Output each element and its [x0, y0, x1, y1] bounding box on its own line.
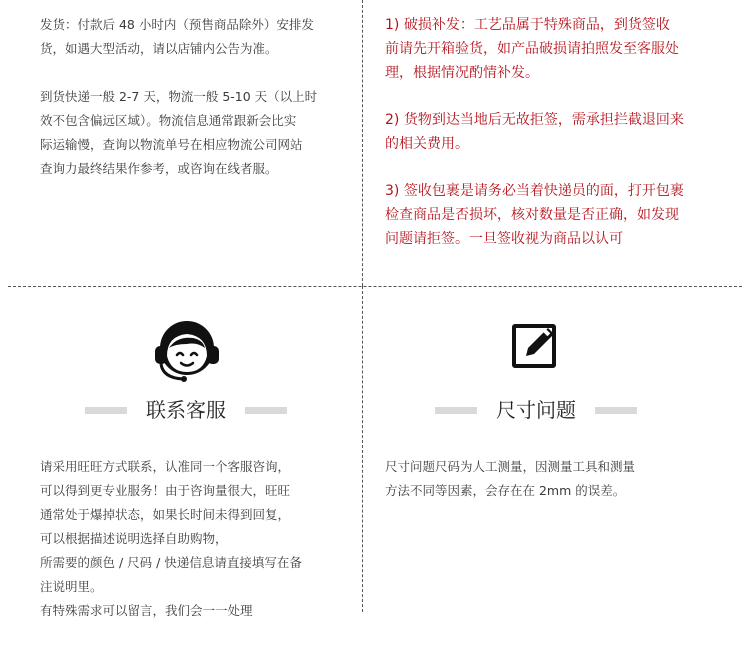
contact-body	[40, 455, 355, 623]
contact-text: 请采用旺旺方式联系，认准同一个客服咨询， 可以得到更专业服务！由于咨询量很大，旺旺 通常处于爆掉状态，如果长时间未得到回复， 可以根据描述说明选择自助购物， 所需要的颜色 / 尺码 / 快递信息请直接填写在备 注说明里。 有特殊需求可以留言，我们会一一处理	[40, 459, 302, 618]
size-body	[385, 455, 735, 503]
shipping-paragraph-2: 到货快递一般 2-7 天，物流一般 5-10 天（以上时 效不包含偏远区域）。物流信息通常跟新会比实 际运输慢，查询以物流单号在相应物流公司网站 查询力最终结果作参考，或咨询在线者服。	[40, 89, 318, 176]
shipping-info	[40, 13, 350, 181]
after-sale-item-1: 1) 破损补发：工艺品属于特殊商品，到货签收 前请先开箱验货，如产品破损请拍照发至客服处 理，根据情况酌情补发。	[385, 17, 679, 81]
customer-service-icon	[153, 318, 221, 382]
horizontal-divider	[8, 286, 742, 287]
after-sale-notes	[385, 13, 735, 274]
vertical-divider-top	[362, 0, 363, 286]
edit-note-icon	[512, 322, 560, 370]
after-sale-item-3: 3) 签收包裹是请务必当着快递员的面，打开包裹 检查商品是否损坏，核对数量是否正确，如发现 问题请拒签。一旦签收视为商品以认可	[385, 183, 684, 247]
vertical-divider-bottom	[362, 286, 363, 612]
size-title: 尺寸问题	[477, 397, 595, 423]
size-text: 尺寸问题尺码为人工测量，因测量工具和测量 方法不同等因素，会存在在 2mm 的误差。	[385, 459, 636, 498]
after-sale-item-2: 2) 货物到达当地后无故拒签，需承担拦截退回来 的相关费用。	[385, 112, 684, 152]
shipping-paragraph-1: 发货：付款后 48 小时内（预售商品除外）安排发 货，如遇大型活动，请以店铺内公告为准。	[40, 17, 314, 56]
contact-title: 联系客服	[127, 397, 245, 423]
